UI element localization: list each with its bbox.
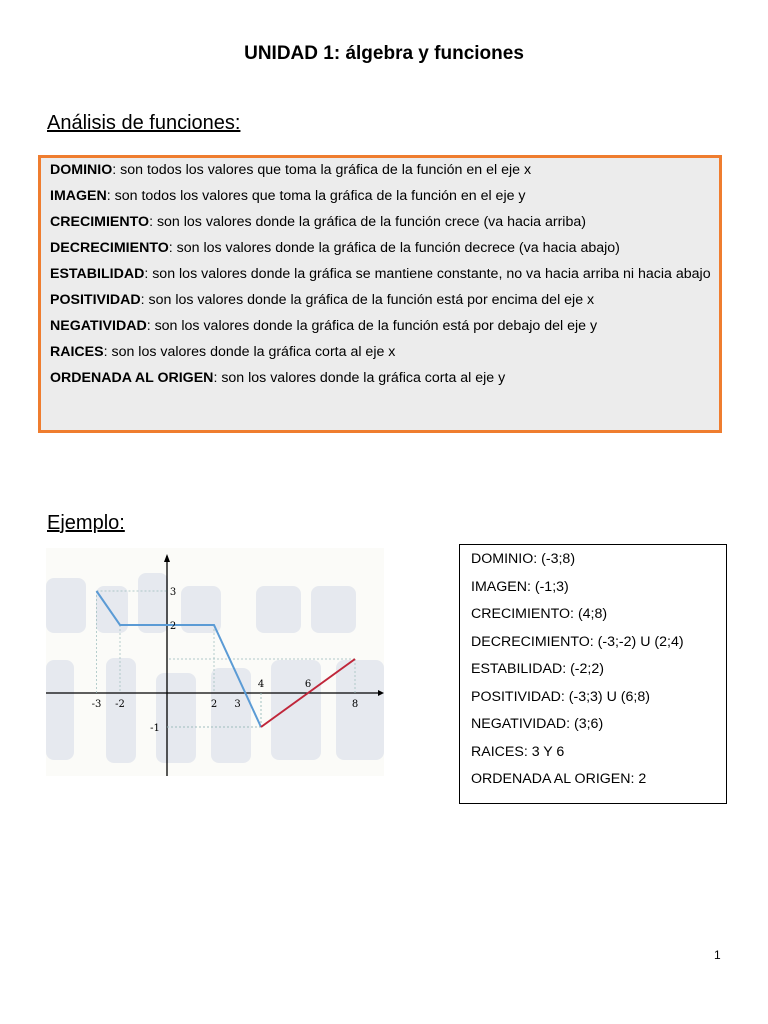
y-tick-label: 2 (169, 621, 177, 632)
definition-item (50, 162, 711, 179)
definition-term: RAICES (50, 344, 104, 360)
watermark-logo-shape (311, 586, 356, 633)
definition-term: NEGATIVIDAD (50, 318, 147, 334)
definitions-box (38, 155, 722, 433)
section-heading-ejemplo: Ejemplo: (47, 512, 125, 534)
summary-line: POSITIVIDAD: (-3;3) U (6;8) (471, 688, 650, 705)
x-tick-label: 8 (351, 699, 359, 710)
definition-item (50, 370, 711, 387)
definition-text: : son los valores donde la gráfica corta al eje y (213, 370, 506, 386)
section-heading-analisis: Análisis de funciones: (47, 112, 241, 134)
x-tick-label: 6 (304, 679, 312, 690)
watermark-logo-shape (46, 578, 86, 633)
x-tick-label: -2 (115, 699, 125, 710)
watermark-logo-shape (336, 660, 384, 760)
definition-item (50, 214, 711, 231)
y-tick-label: -1 (150, 723, 160, 734)
definition-item (50, 240, 711, 257)
x-tick-label: 3 (234, 699, 241, 710)
x-tick-label: 4 (257, 679, 265, 690)
definition-item (50, 318, 711, 335)
page-title: UNIDAD 1: álgebra y funciones (244, 43, 524, 64)
definition-text: : son los valores donde la gráfica de la función está por debajo del eje y (146, 318, 598, 334)
definition-text: : son los valores donde la gráfica de la función decrece (va hacia abajo) (168, 240, 620, 256)
definition-item (50, 292, 711, 309)
watermark-logo-shape (271, 660, 321, 760)
summary-line: IMAGEN: (-1;3) (471, 578, 569, 595)
definition-term: ESTABILIDAD (50, 266, 145, 282)
definition-term: CRECIMIENTO (50, 214, 150, 230)
definition-text: : son los valores donde la gráfica corta al eje x (103, 344, 396, 360)
summary-line: CRECIMIENTO: (4;8) (471, 606, 608, 622)
summary-line: NEGATIVIDAD: (3;6) (471, 716, 604, 732)
page-number: 1 (714, 948, 721, 962)
definition-term: DOMINIO (50, 162, 113, 178)
function-graph (46, 548, 384, 776)
definition-item (50, 344, 711, 361)
definition-term: DECRECIMIENTO (50, 240, 169, 256)
definition-text: : son los valores donde la gráfica de la función crece (va hacia arriba) (149, 214, 586, 230)
summary-line: DECRECIMIENTO: (-3;-2) U (2;4) (471, 633, 684, 650)
summary-line: RAICES: 3 Y 6 (471, 743, 565, 760)
definition-term: POSITIVIDAD (50, 292, 141, 308)
summary-line: ORDENADA AL ORIGEN: 2 (471, 771, 647, 787)
x-tick-label: 2 (210, 699, 218, 710)
watermark-logo-shape (106, 658, 136, 763)
x-tick-label: -3 (91, 699, 102, 710)
watermark-logo-shape (256, 586, 301, 633)
definition-item (50, 188, 711, 205)
watermark-logo-shape (156, 673, 196, 763)
definition-text: : son todos los valores que toma la gráfica de la función en el eje y (106, 188, 526, 204)
summary-line: DOMINIO: (-3;8) (471, 551, 576, 567)
definition-text: : son los valores donde la gráfica se mantiene constante, no va hacia arriba ni hacia abajo (144, 266, 711, 282)
definition-term: ORDENADA AL ORIGEN (50, 370, 214, 386)
definition-text: : son todos los valores que toma la gráfica de la función en el eje x (112, 162, 532, 178)
definition-term: IMAGEN (50, 188, 107, 204)
definition-item (50, 266, 711, 283)
watermark-logo-shape (46, 660, 74, 760)
watermark-logo-shape (211, 668, 251, 763)
summary-line: ESTABILIDAD: (-2;2) (471, 661, 604, 677)
example-summary-box (459, 544, 727, 804)
definition-text: : son los valores donde la gráfica de la función está por encima del eje x (140, 292, 595, 308)
y-tick-label: 3 (169, 587, 177, 598)
